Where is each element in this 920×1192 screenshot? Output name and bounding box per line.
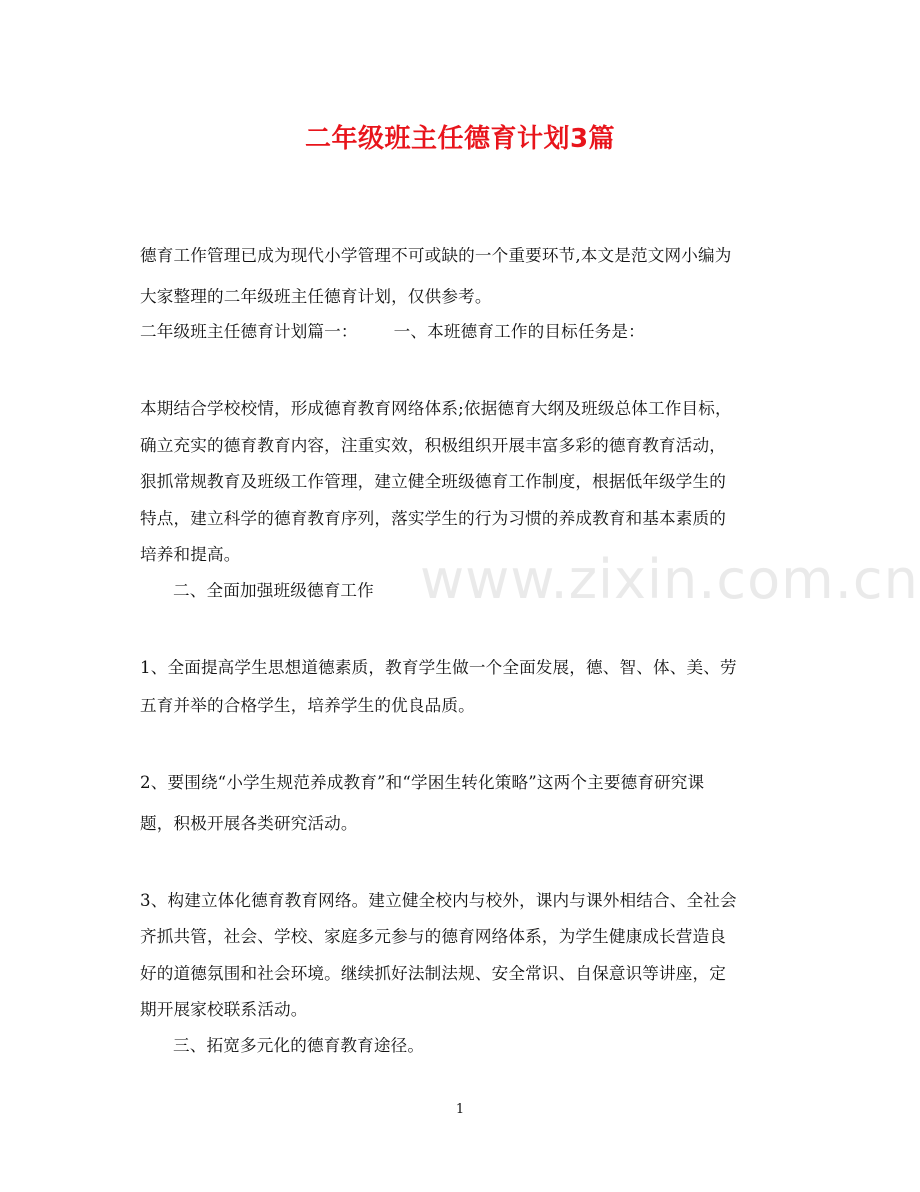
item-2-line-2: 题，积极开展各类研究活动。 xyxy=(140,814,358,833)
section-three-heading: 三、拓宽多元化的德育教育途径。 xyxy=(173,1036,425,1055)
section-heading-line xyxy=(140,320,645,344)
item-2-line-1: 2、要围绕“小学生规范养成教育”和“学困生转化策略”这两个主要德育研究课 xyxy=(140,773,705,792)
item-3-line-2: 齐抓共管，社会、学校、家庭多元参与的德育网络体系，为学生健康成长营造良 xyxy=(140,927,727,946)
paragraph-line-5: 培养和提高。 xyxy=(140,545,241,564)
item-1-line-2: 五育并举的合格学生，培养学生的优良品质。 xyxy=(140,696,475,715)
item-1-line-1: 1、全面提高学生思想道德素质，教育学生做一个全面发展，德、智、体、美、劳 xyxy=(140,658,737,677)
goal-heading: 一、本班德育工作的目标任务是： xyxy=(393,322,645,341)
item-3-line-3: 好的道德氛围和社会环境。继续抓好法制法规、安全常识、自保意识等讲座，定 xyxy=(140,964,727,983)
item-3-line-4: 期开展家校联系活动。 xyxy=(140,1000,308,1019)
watermark: www.zixin.com.cn xyxy=(420,548,919,611)
paragraph-line-2: 确立充实的德育教育内容，注重实效，积极组织开展丰富多彩的德育教育活动， xyxy=(140,436,727,455)
document-title: 二年级班主任德育计划3篇 xyxy=(304,124,616,154)
intro-line-2: 大家整理的二年级班主任德育计划，仅供参考。 xyxy=(140,287,492,306)
paragraph-line-1: 本期结合学校校情，形成德育教育网络体系;依据德育大纲及班级总体工作目标， xyxy=(140,399,732,418)
item-3-line-1: 3、构建立体化德育教育网络。建立健全校内与校外，课内与课外相结合、全社会 xyxy=(140,891,737,910)
intro-line-1: 德育工作管理已成为现代小学管理不可或缺的一个重要环节,本文是范文网小编为 xyxy=(140,246,732,265)
section-two-heading: 二、全面加强班级德育工作 xyxy=(173,581,374,600)
page-number: 1 xyxy=(455,1102,465,1117)
plan-one-label: 二年级班主任德育计划篇一： xyxy=(140,322,358,341)
paragraph-line-3: 狠抓常规教育及班级工作管理，建立健全班级德育工作制度，根据低年级学生的 xyxy=(140,472,727,491)
paragraph-line-4: 特点，建立科学的德育教育序列，落实学生的行为习惯的养成教育和基本素质的 xyxy=(140,509,727,528)
